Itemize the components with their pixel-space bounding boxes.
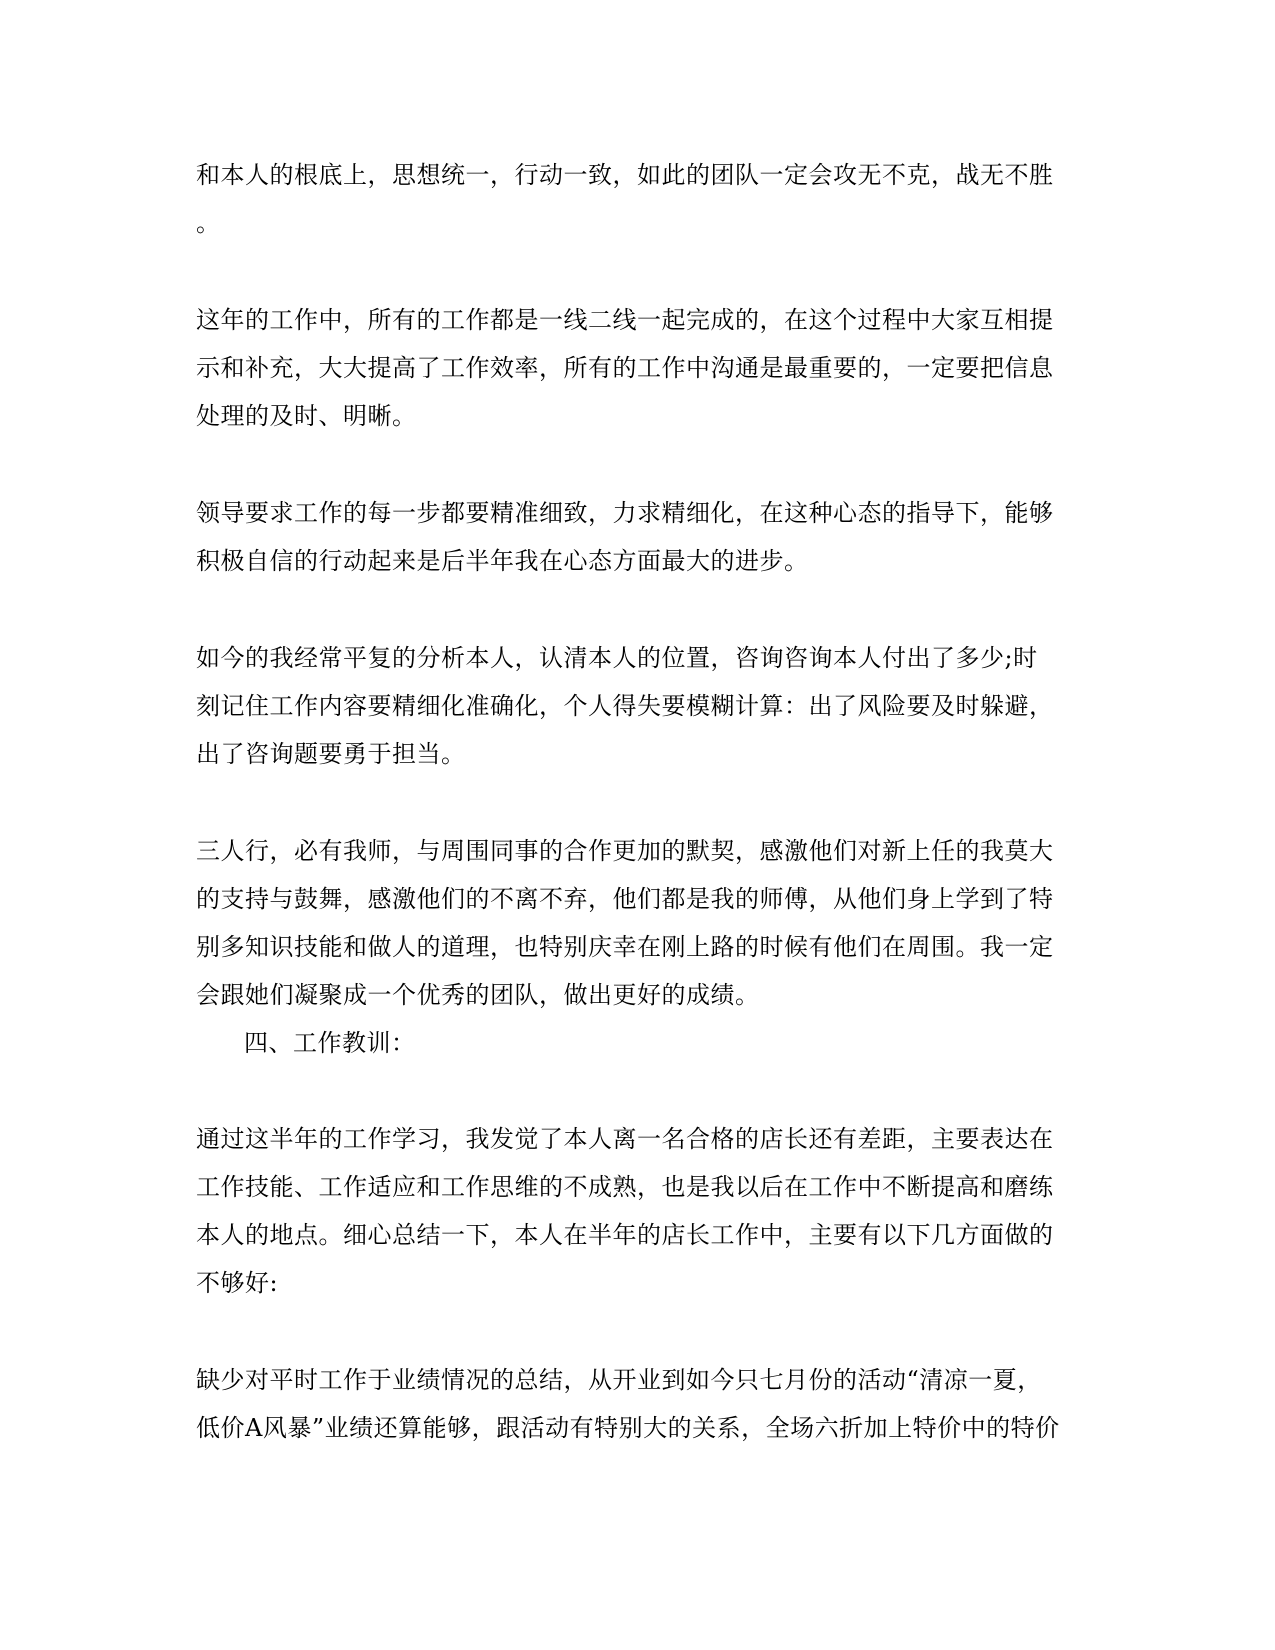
text-line: 。 — [196, 209, 221, 237]
text-line: 低价A风暴”业绩还算能够，跟活动有特别大的关系，全场六折加上特价中的特价 — [196, 1414, 1060, 1442]
text-line: 别多知识技能和做人的道理，也特别庆幸在刚上路的时候有他们在周围。我一定 — [196, 933, 1054, 961]
text-line: 缺少对平时工作于业绩情况的总结，从开业到如今只七月份的活动“清凉一夏， — [196, 1366, 1042, 1394]
text-line: 示和补充，大大提高了工作效率，所有的工作中沟通是最重要的，一定要把信息 — [196, 354, 1054, 382]
text-line: 处理的及时、明晰。 — [196, 402, 417, 430]
text-line: 领导要求工作的每一步都要精准细致，力求精细化，在这种心态的指导下，能够 — [196, 499, 1054, 527]
text-line: 和本人的根底上，思想统一，行动一致，如此的团队一定会攻无不克，战无不胜 — [196, 161, 1054, 189]
text-line: 本人的地点。细心总结一下，本人在半年的店长工作中，主要有以下几方面做的 — [196, 1221, 1054, 1249]
section-heading: 四、工作教训： — [244, 1029, 416, 1057]
text-line: 如今的我经常平复的分析本人，认清本人的位置，咨询咨询本人付出了多少;时 — [196, 644, 1038, 672]
text-line: 不够好: — [196, 1269, 279, 1297]
text-line: 的支持与鼓舞，感激他们的不离不弃，他们都是我的师傅，从他们身上学到了特 — [196, 885, 1054, 913]
text-line: 通过这半年的工作学习，我发觉了本人离一名合格的店长还有差距，主要表达在 — [196, 1125, 1054, 1153]
text-line: 积极自信的行动起来是后半年我在心态方面最大的进步。 — [196, 547, 809, 575]
text-line: 三人行，必有我师，与周围同事的合作更加的默契，感激他们对新上任的我莫大 — [196, 837, 1054, 865]
text-line: 会跟她们凝聚成一个优秀的团队，做出更好的成绩。 — [196, 981, 760, 1009]
text-line: 这年的工作中，所有的工作都是一线二线一起完成的，在这个过程中大家互相提 — [196, 306, 1054, 334]
text-line: 工作技能、工作适应和工作思维的不成熟，也是我以后在工作中不断提高和磨练 — [196, 1173, 1054, 1201]
text-line: 出了咨询题要勇于担当。 — [196, 740, 466, 768]
text-line: 刻记住工作内容要精细化准确化，个人得失要模糊计算：出了风险要及时躲避， — [196, 692, 1054, 720]
